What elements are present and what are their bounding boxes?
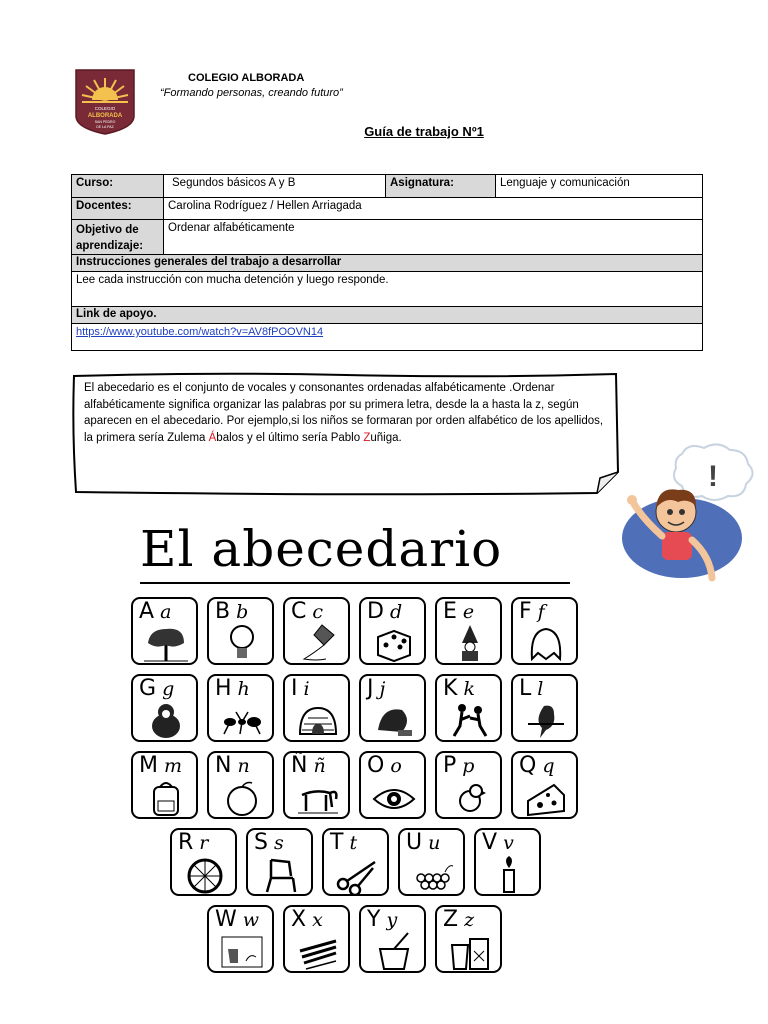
uppercase-letter: V: [482, 830, 498, 855]
letter-card-v: [474, 828, 541, 896]
lowercase-letter: q: [542, 755, 555, 777]
svg-text:!: !: [708, 460, 718, 493]
uppercase-letter: J: [367, 676, 374, 701]
gnu-icon: [296, 777, 340, 817]
letter-card-e: [435, 597, 502, 665]
school-name: COLEGIO ALBORADA: [188, 72, 305, 84]
lowercase-letter: h: [237, 678, 250, 700]
uppercase-letter: E: [443, 599, 457, 624]
card-letters: [519, 599, 545, 624]
support-link[interactable]: https://www.youtube.com/watch?v=AV8fPOOVN14: [76, 326, 324, 338]
card-letters: [519, 676, 543, 701]
letter-card-a: [131, 597, 198, 665]
lowercase-letter: g: [162, 678, 175, 700]
card-letters: [254, 830, 284, 855]
card-letters: [367, 676, 385, 701]
letter-card-n: [207, 751, 274, 819]
lowercase-letter: j: [379, 678, 386, 700]
uppercase-letter: P: [443, 753, 457, 778]
card-letters: [367, 753, 402, 778]
alphabet-title: El abecedario: [140, 520, 503, 578]
card-letters: [291, 676, 310, 701]
uppercase-letter: R: [178, 830, 194, 855]
lowercase-letter: x: [312, 909, 323, 931]
letter-card-b: [207, 597, 274, 665]
svg-text:SAN PEDRO: SAN PEDRO: [94, 120, 116, 124]
uppercase-letter: U: [406, 830, 423, 855]
instrucciones-label: Instrucciones generales del trabajo a desarrollar: [76, 256, 342, 268]
ant-icon: [220, 700, 264, 740]
uppercase-letter: N: [215, 753, 232, 778]
chair-icon: [259, 854, 303, 894]
lowercase-letter: m: [163, 755, 183, 777]
lowercase-letter: u: [428, 832, 441, 854]
docentes-value: Carolina Rodríguez / Hellen Arriagada: [168, 200, 362, 212]
instrucciones-value: Lee cada instrucción con mucha detención y luego responde.: [76, 274, 389, 286]
lowercase-letter: p: [462, 755, 475, 777]
lowercase-letter: e: [462, 601, 475, 623]
parrot-icon: [524, 700, 568, 740]
letter-card-h: [207, 674, 274, 742]
letter-card-t: [322, 828, 389, 896]
uppercase-letter: C: [291, 599, 307, 624]
asignatura-value: Lenguaje y comunicación: [500, 177, 630, 189]
ghost-icon: [524, 623, 568, 663]
lowercase-letter: v: [503, 832, 514, 854]
lowercase-letter: a: [160, 601, 172, 623]
curso-value: Segundos básicos A y B: [164, 175, 386, 197]
uppercase-letter: A: [139, 599, 155, 624]
card-letters: [215, 753, 250, 778]
letter-card-p: [435, 751, 502, 819]
uppercase-letter: F: [519, 599, 532, 624]
card-letters: [139, 599, 171, 624]
uppercase-letter: Z: [443, 907, 459, 932]
letter-card-k: [435, 674, 502, 742]
alphabet-title-underline: [140, 582, 570, 584]
lowercase-letter: s: [273, 832, 284, 854]
letter-card-f: [511, 597, 578, 665]
info-table: [71, 174, 703, 351]
uppercase-letter: B: [215, 599, 231, 624]
card-letters: [215, 599, 248, 624]
card-letters: [291, 599, 323, 624]
asignatura-label: Asignatura:: [386, 175, 496, 197]
letter-card-w: [207, 905, 274, 973]
uppercase-letter: W: [215, 907, 237, 932]
uppercase-letter: S: [254, 830, 268, 855]
letter-card-o: [359, 751, 426, 819]
candle-icon: [487, 854, 531, 894]
letter-card-j: [359, 674, 426, 742]
tree-icon: [144, 623, 188, 663]
cheese-icon: [524, 777, 568, 817]
lowercase-letter: c: [312, 601, 324, 623]
objetivo-value: Ordenar alfabéticamente: [168, 222, 295, 234]
scissors-icon: [335, 854, 379, 894]
lowercase-letter: d: [389, 601, 403, 623]
lowercase-letter: i: [303, 678, 310, 700]
card-letters: [443, 753, 474, 778]
lowercase-letter: b: [236, 601, 249, 623]
uppercase-letter: I: [291, 676, 298, 701]
letter-card-u: [398, 828, 465, 896]
card-letters: [139, 676, 174, 701]
card-letters: [330, 830, 357, 855]
letter-card-d: [359, 597, 426, 665]
uppercase-letter: X: [291, 907, 307, 932]
karate-icon: [448, 700, 492, 740]
objetivo-label: Objetivo de aprendizaje:: [72, 220, 164, 254]
letter-card-z: [435, 905, 502, 973]
water-closet-icon: [220, 931, 264, 971]
uppercase-letter: O: [367, 753, 385, 778]
svg-text:ALBORADA: ALBORADA: [87, 113, 123, 119]
page-title: Guía de trabajo Nº1: [364, 124, 484, 139]
uppercase-letter: Ñ: [291, 753, 308, 778]
card-letters: [215, 907, 259, 932]
uppercase-letter: K: [443, 676, 458, 701]
card-letters: [178, 830, 208, 855]
card-letters: [406, 830, 440, 855]
letter-card-i: [283, 674, 350, 742]
card-letters: [443, 599, 474, 624]
yogurt-icon: [372, 931, 416, 971]
card-letters: [367, 907, 397, 932]
gorilla-icon: [144, 700, 188, 740]
explanation-text: El abecedario es el conjunto de vocales y consonantes ordenadas alfabéticamente .Ordenar alfabéticamente significa organizar las palabras por su primera letra, desde la a hasta la z, según aparecen en el abecedario. Por ejemplo,si los niños se formaran por orden alfabético de los apellidos, la primera sería Zulema Ábalos y el último sería Pablo Zuñiga.: [84, 382, 604, 444]
uppercase-letter: T: [330, 830, 344, 855]
juice-icon: [448, 931, 492, 971]
lowercase-letter: ñ: [313, 755, 326, 777]
kite-icon: [296, 623, 340, 663]
grapes-icon: [411, 854, 455, 894]
lowercase-letter: f: [537, 601, 545, 623]
wheel-icon: [183, 854, 227, 894]
letter-card-ñ: [283, 751, 350, 819]
card-letters: [443, 907, 474, 932]
highlight-z: Z: [363, 431, 371, 444]
letter-card-x: [283, 905, 350, 973]
letter-card-c: [283, 597, 350, 665]
lowercase-letter: z: [464, 909, 475, 931]
docentes-label: Docentes:: [72, 198, 164, 219]
lowercase-letter: r: [199, 832, 209, 854]
uppercase-letter: H: [215, 676, 232, 701]
lowercase-letter: o: [390, 755, 402, 777]
gnome-icon: [448, 623, 492, 663]
link-label: Link de apoyo.: [76, 308, 157, 320]
svg-text:DE LA PAZ: DE LA PAZ: [96, 125, 114, 129]
dice-icon: [372, 623, 416, 663]
letter-card-m: [131, 751, 198, 819]
letter-card-q: [511, 751, 578, 819]
igloo-icon: [296, 700, 340, 740]
svg-text:COLEGIO: COLEGIO: [94, 106, 116, 111]
lowercase-letter: w: [242, 909, 260, 931]
chick-icon: [448, 777, 492, 817]
uppercase-letter: Y: [367, 907, 381, 932]
card-letters: [139, 753, 182, 778]
thinking-kid-illustration: [618, 440, 758, 586]
card-letters: [215, 676, 250, 701]
card-letters: [443, 676, 475, 701]
card-letters: [291, 907, 323, 932]
lowercase-letter: t: [349, 832, 358, 854]
curso-label: Curso:: [72, 175, 164, 197]
card-letters: [291, 753, 326, 778]
card-letters: [482, 830, 514, 855]
uppercase-letter: L: [519, 676, 532, 701]
uppercase-letter: G: [139, 676, 157, 701]
letter-card-s: [246, 828, 313, 896]
uppercase-letter: D: [367, 599, 384, 624]
backpack-icon: [144, 777, 188, 817]
letter-card-g: [131, 674, 198, 742]
ham-icon: [372, 700, 416, 740]
letter-card-r: [170, 828, 237, 896]
orange-icon: [220, 777, 264, 817]
letter-card-y: [359, 905, 426, 973]
school-motto: “Formando personas, creando futuro”: [160, 87, 343, 99]
xylophone-icon: [296, 931, 340, 971]
bulb-icon: [220, 623, 264, 663]
card-letters: [367, 599, 402, 624]
lowercase-letter: k: [463, 678, 475, 700]
lowercase-letter: l: [537, 678, 544, 700]
letter-card-l: [511, 674, 578, 742]
lowercase-letter: y: [386, 909, 398, 931]
lowercase-letter: n: [237, 755, 250, 777]
uppercase-letter: M: [139, 753, 158, 778]
eye-icon: [372, 777, 416, 817]
highlight-a: Á: [208, 431, 217, 444]
card-letters: [519, 753, 555, 778]
uppercase-letter: Q: [519, 753, 537, 778]
